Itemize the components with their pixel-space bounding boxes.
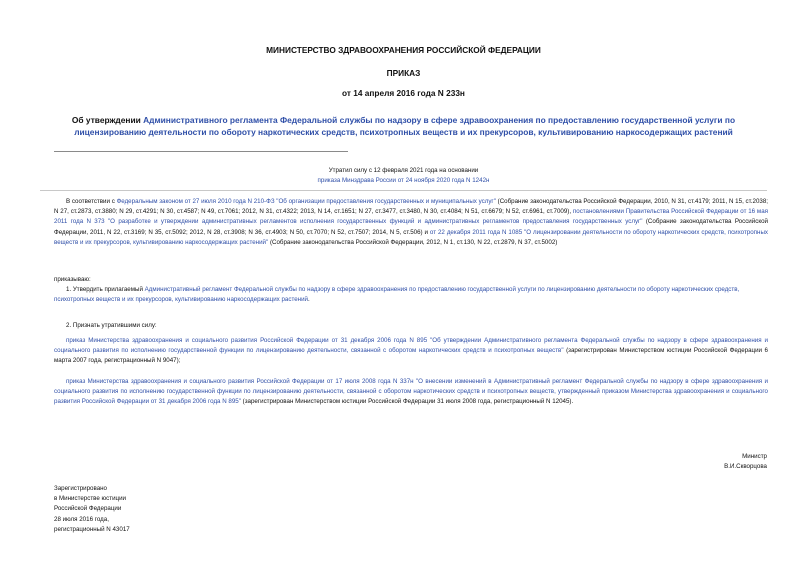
- registration-block: [54, 484, 130, 535]
- preamble-text-3: (Собрание законодательства Российской Федерации, 2011, N 22, ст.3169; N 35, ст.5092; 2012, N 28, ст.3908; N 36, ст.4903; N 50, ст.7070; N 52, ст.7507; 2014, N 5, ст.506) и: [54, 218, 768, 236]
- item-1-text: 1. Утвердить прилагаемый: [66, 286, 145, 293]
- repeal-2-text: (зарегистрирован Министерством юстиции Российской Федерации 31 июля 2008 года, регистрационный N 12045).: [240, 398, 574, 406]
- item-1-regulation-link[interactable]: Административный регламент Федеральной службы по надзору в сфере здравоохранения по предоставлению государственной услуги по лицензированию деятельности по обороту наркотических средств, психотропных веществ и их прекурсоров, культивированию наркосодержащих растений: [54, 286, 740, 304]
- signature-position: Министр: [742, 453, 767, 460]
- government-resolution-link[interactable]: постановлениями Правительства Российской Федерации от 16 мая 2011 года N 373 "О разработке и утверждении административных регламентов исполнения государственных функций и административных регламентов предоставления государственных услуг": [54, 208, 768, 226]
- divider-short: [54, 151, 348, 152]
- signature-name: В.И.Скворцова: [724, 463, 767, 470]
- status-note-line: Утратил силу с 12 февраля 2021 года на основании: [328, 167, 479, 174]
- orders-word: приказываю:: [54, 276, 91, 283]
- repeal-1-text: (зарегистрирован Министерством юстиции Российской Федерации 6 марта 2007 года, регистрационный N 9047);: [54, 347, 768, 365]
- federal-law-link[interactable]: Федеральным законом от 27 июля 2010 года N 210-ФЗ "Об организации предоставления государственных и муниципальных услуг": [116, 198, 496, 205]
- registration-line-3: Российской Федерации: [54, 505, 122, 513]
- preamble-text-1: В соответствии с: [66, 198, 117, 205]
- ministry-heading: МИНИСТЕРСТВО ЗДРАВООХРАНЕНИЯ РОССИЙСКОЙ ФЕДЕРАЦИИ: [266, 45, 541, 55]
- divider-long: [40, 190, 767, 191]
- status-note-link[interactable]: приказа Минздрава России от 24 ноября 2020 года N 1242н: [317, 177, 490, 184]
- item-1-paragraph: [54, 285, 768, 305]
- repeal-2-link[interactable]: приказ Министерства здравоохранения и социального развития Российской Федерации от 17 июля 2008 года N 337н "О внесении изменений в Административный регламент Федеральной службы по надзору в сфере здравоохранения и социального развития по исполнению государственной функции по лицензированию деятельности, связанной с оборотом наркотических средств и психотропных веществ, утвержденный приказом Министерства здравоохранения и социального развития Российской Федерации от 31 декабря 2006 года N 895": [54, 378, 768, 406]
- doc-date-number: от 14 апреля 2016 года N 233н: [342, 88, 465, 98]
- item-2-text: 2. Признать утратившими силу:: [66, 322, 157, 329]
- licensing-resolution-link[interactable]: от 22 декабря 2011 года N 1085 "О лицензировании деятельности по обороту наркотических средств, психотропных веществ и их прекурсоров, культивированию наркосодержащих растений": [54, 228, 768, 246]
- registration-line-4: 28 июля 2016 года,: [54, 515, 109, 523]
- repeal-1-paragraph: [54, 336, 768, 367]
- title-link[interactable]: Административного регламента Федеральной службы по надзору в сфере здравоохранения по предоставлению государственной услуги по лицензированию деятельности по обороту наркотических средств, психотропных веществ и их прекурсоров, культивированию наркосодержащих растений: [74, 115, 736, 137]
- registration-line-1: Зарегистрировано: [54, 485, 107, 492]
- title-prefix: Об утверждении: [71, 115, 144, 125]
- repeal-1-link[interactable]: приказ Министерства здравоохранения и социального развития Российской Федерации от 31 декабря 2006 года N 895 "Об утверждении Административного регламента Федеральной службы по надзору в сфере здравоохранения и социального развития по исполнению государственной функции по лицензированию деятельности, связанной с оборотом наркотических средств и психотропных веществ": [54, 337, 768, 355]
- registration-line-5: регистрационный N 43017: [54, 525, 130, 533]
- preamble-text-2: (Собрание законодательства Российской Федерации, 2010, N 31, ст.4179; 2011, N 15, ст.2038; N 27, ст.2873, ст.3880; N 29, ст.4291; N 30, ст.4587; N 49, ст.7061; 2012, N 31, ст.4322; 2013, N 14, ст.1651; N 27, ст.3477, ст.3480, N 30, ст.4084; N 51, ст.6679; N 52, ст.6961, ст.7009),: [54, 198, 768, 216]
- registration-line-2: в Министерстве юстиции: [54, 495, 127, 503]
- preamble-text-4: (Собрание законодательства Российской Федерации, 2012, N 1, ст.130, N 22, ст.2879, N 37, ст.5002): [268, 238, 558, 246]
- item-1-end: .: [307, 296, 310, 304]
- document-title: [40, 114, 767, 138]
- preamble-paragraph: [54, 197, 768, 248]
- repeal-2-paragraph: [54, 377, 768, 408]
- doc-type-heading: ПРИКАЗ: [386, 68, 421, 78]
